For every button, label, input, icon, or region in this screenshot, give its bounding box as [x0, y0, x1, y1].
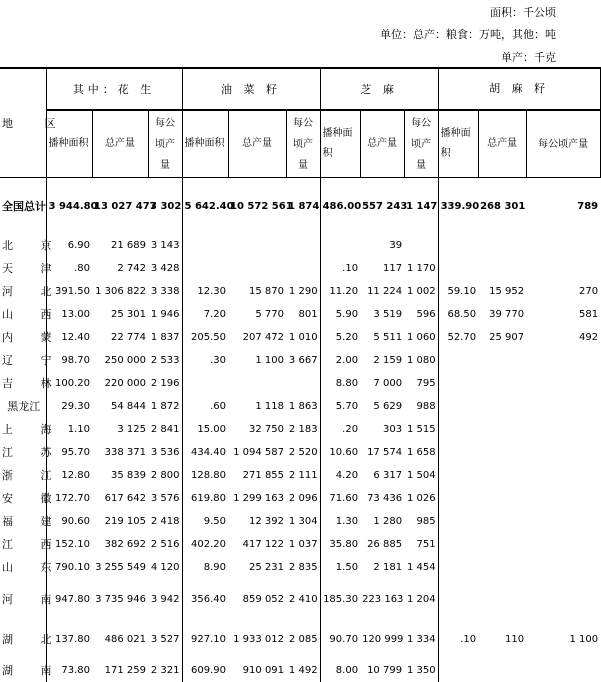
value-cell [438, 556, 478, 579]
sown-area-header: 播种面积 [182, 110, 228, 178]
value-cell: 32 750 [228, 418, 286, 441]
value-cell: 910 091 [228, 659, 286, 682]
total-output-header: 总产量 [228, 110, 286, 178]
value-cell: 1 010 [286, 326, 320, 349]
value-cell [478, 533, 526, 556]
value-cell [478, 441, 526, 464]
region-cell: 黑龙江 [0, 395, 46, 418]
value-cell [228, 234, 286, 257]
value-cell: 25 907 [478, 326, 526, 349]
value-cell: 2 183 [286, 418, 320, 441]
value-cell: 1 094 587 [228, 441, 286, 464]
region-cell: 浙 江 [0, 464, 46, 487]
table-row [0, 372, 600, 395]
total-output-header: 总产量 [478, 110, 526, 178]
value-cell: 985 [404, 510, 438, 533]
value-cell: 2 516 [148, 533, 182, 556]
value-cell [478, 349, 526, 372]
value-cell: 73 436 [360, 487, 404, 510]
value-cell: 751 [404, 533, 438, 556]
table-row [0, 441, 600, 464]
value-cell [438, 372, 478, 395]
region-cell: 北 京 [0, 234, 46, 257]
value-cell: 1.50 [320, 556, 360, 579]
value-cell [182, 257, 228, 280]
table-row [0, 326, 600, 349]
value-cell: 13.00 [46, 303, 92, 326]
value-cell [526, 659, 600, 682]
value-cell: 486.00 [320, 178, 360, 235]
value-cell: 7.20 [182, 303, 228, 326]
region-cell: 辽 宁 [0, 349, 46, 372]
value-cell: 801 [286, 303, 320, 326]
sown-area-header: 播种面积 [320, 110, 360, 178]
value-cell: 110 [478, 619, 526, 659]
yield-header: 每公顷产量 [404, 110, 438, 178]
value-cell: 4 120 [148, 556, 182, 579]
value-cell: 100.20 [46, 372, 92, 395]
group-header-peanut: 其中：花 生 [46, 68, 182, 110]
value-cell: 1 204 [404, 579, 438, 619]
value-cell: .20 [320, 418, 360, 441]
region-cell: 湖 南 [0, 659, 46, 682]
value-cell: 3 255 549 [92, 556, 148, 579]
value-cell: 271 855 [228, 464, 286, 487]
region-cell: 山 东 [0, 556, 46, 579]
value-cell: 1 454 [404, 556, 438, 579]
value-cell: 95.70 [46, 441, 92, 464]
value-cell [438, 659, 478, 682]
value-cell: 1 299 163 [228, 487, 286, 510]
table-header [0, 68, 600, 178]
value-cell: 5 642.40 [182, 178, 228, 235]
value-cell: 581 [526, 303, 600, 326]
value-cell: 35 839 [92, 464, 148, 487]
value-cell [438, 579, 478, 619]
table-body [0, 178, 600, 682]
value-cell: 3 944.80 [46, 178, 92, 235]
value-cell: 3 302 [148, 178, 182, 235]
value-cell: 171 259 [92, 659, 148, 682]
value-cell: 8.80 [320, 372, 360, 395]
value-cell [182, 234, 228, 257]
value-cell: 117 [360, 257, 404, 280]
value-cell [526, 464, 600, 487]
value-cell: 1 100 [526, 619, 600, 659]
value-cell: 6.90 [46, 234, 92, 257]
value-cell: 492 [526, 326, 600, 349]
value-cell: 3 527 [148, 619, 182, 659]
yield-header: 每公顷产量 [148, 110, 182, 178]
value-cell [438, 234, 478, 257]
region-cell: 吉 林 [0, 372, 46, 395]
value-cell: 596 [404, 303, 438, 326]
value-cell: 73.80 [46, 659, 92, 682]
value-cell [478, 372, 526, 395]
yield-header: 每公顷产量 [526, 110, 600, 178]
value-cell: .10 [320, 257, 360, 280]
value-cell: 120 999 [360, 619, 404, 659]
region-cell: 福 建 [0, 510, 46, 533]
value-cell [478, 579, 526, 619]
table-row [0, 234, 600, 257]
value-cell: 1 147 [404, 178, 438, 235]
sown-area-header: 播种面积 [46, 110, 92, 178]
value-cell: 4.20 [320, 464, 360, 487]
value-cell [526, 556, 600, 579]
value-cell: 2 159 [360, 349, 404, 372]
value-cell [526, 441, 600, 464]
region-cell: 江 西 [0, 533, 46, 556]
value-cell: 1 515 [404, 418, 438, 441]
value-cell [478, 659, 526, 682]
value-cell: 3 942 [148, 579, 182, 619]
value-cell: 609.90 [182, 659, 228, 682]
value-cell: 268 301 [478, 178, 526, 235]
value-cell: .10 [438, 619, 478, 659]
table-row [0, 533, 600, 556]
value-cell [438, 441, 478, 464]
value-cell: 2 410 [286, 579, 320, 619]
value-cell: 5 629 [360, 395, 404, 418]
value-cell: 3 519 [360, 303, 404, 326]
value-cell: 71.60 [320, 487, 360, 510]
value-cell: 486 021 [92, 619, 148, 659]
value-cell: 10.60 [320, 441, 360, 464]
value-cell: 402.20 [182, 533, 228, 556]
value-cell: 5 770 [228, 303, 286, 326]
value-cell: 39 770 [478, 303, 526, 326]
value-cell [526, 257, 600, 280]
value-cell [526, 234, 600, 257]
value-cell: 8.00 [320, 659, 360, 682]
total-output-header: 总产量 [92, 110, 148, 178]
value-cell: 15.00 [182, 418, 228, 441]
value-cell: 3 125 [92, 418, 148, 441]
value-cell: 3 536 [148, 441, 182, 464]
value-cell: 98.70 [46, 349, 92, 372]
region-cell: 安 徽 [0, 487, 46, 510]
value-cell: 1 863 [286, 395, 320, 418]
value-cell: 11 224 [360, 280, 404, 303]
value-cell: 3 735 946 [92, 579, 148, 619]
value-cell: 434.40 [182, 441, 228, 464]
value-cell: 1 306 822 [92, 280, 148, 303]
value-cell: 5.90 [320, 303, 360, 326]
table-row [0, 619, 600, 659]
value-cell: 382 692 [92, 533, 148, 556]
value-cell: 1 280 [360, 510, 404, 533]
value-cell: 1 290 [286, 280, 320, 303]
value-cell: 947.80 [46, 579, 92, 619]
total-output-header: 总产量 [360, 110, 404, 178]
value-cell [478, 257, 526, 280]
value-cell: 12 392 [228, 510, 286, 533]
value-cell: 338 371 [92, 441, 148, 464]
yield-header: 每公顷产量 [286, 110, 320, 178]
table-row [0, 418, 600, 441]
value-cell: 21 689 [92, 234, 148, 257]
value-cell: 1 334 [404, 619, 438, 659]
value-cell [228, 372, 286, 395]
value-cell: 22 774 [92, 326, 148, 349]
value-cell [478, 234, 526, 257]
value-cell: 220 000 [92, 372, 148, 395]
value-cell: 391.50 [46, 280, 92, 303]
value-cell: 1 946 [148, 303, 182, 326]
value-cell [526, 395, 600, 418]
value-cell: 2 800 [148, 464, 182, 487]
value-cell: 1 170 [404, 257, 438, 280]
value-cell: 1.10 [46, 418, 92, 441]
value-cell: 1 304 [286, 510, 320, 533]
value-cell: 1 026 [404, 487, 438, 510]
region-cell: 全国总计 [0, 178, 46, 235]
value-cell: 26 885 [360, 533, 404, 556]
value-cell: 1 060 [404, 326, 438, 349]
value-cell [478, 556, 526, 579]
value-cell: 9.50 [182, 510, 228, 533]
value-cell: 5 511 [360, 326, 404, 349]
value-cell: 10 799 [360, 659, 404, 682]
value-cell: 3 667 [286, 349, 320, 372]
value-cell [438, 349, 478, 372]
value-cell: 7 000 [360, 372, 404, 395]
value-cell: 5.20 [320, 326, 360, 349]
value-cell: 2 085 [286, 619, 320, 659]
unit-note-area: 面积：千公顷 [490, 4, 556, 20]
region-cell: 天 津 [0, 257, 46, 280]
value-cell: 1 933 012 [228, 619, 286, 659]
region-cell: 上 海 [0, 418, 46, 441]
value-cell [478, 464, 526, 487]
value-cell [526, 579, 600, 619]
value-cell: 68.50 [438, 303, 478, 326]
table-row [0, 178, 600, 235]
value-cell: 25 301 [92, 303, 148, 326]
value-cell: 12.40 [46, 326, 92, 349]
value-cell: 1 492 [286, 659, 320, 682]
value-cell: 790.10 [46, 556, 92, 579]
value-cell [438, 464, 478, 487]
value-cell: 988 [404, 395, 438, 418]
value-cell: 29.30 [46, 395, 92, 418]
value-cell: 3 428 [148, 257, 182, 280]
value-cell: 859 052 [228, 579, 286, 619]
value-cell: 2.00 [320, 349, 360, 372]
value-cell: 250 000 [92, 349, 148, 372]
value-cell: 356.40 [182, 579, 228, 619]
value-cell: 223 163 [360, 579, 404, 619]
value-cell: 13 027 477 [92, 178, 148, 235]
value-cell [438, 257, 478, 280]
value-cell: 11.20 [320, 280, 360, 303]
value-cell [182, 372, 228, 395]
unit-note-output: 单位：总产：粮食：万吨，其他：吨 [380, 26, 556, 42]
value-cell: 1.30 [320, 510, 360, 533]
value-cell: 417 122 [228, 533, 286, 556]
value-cell [286, 257, 320, 280]
value-cell: 1 874 [286, 178, 320, 235]
value-cell: 1 872 [148, 395, 182, 418]
value-cell: 1 002 [404, 280, 438, 303]
value-cell: .80 [46, 257, 92, 280]
value-cell: 270 [526, 280, 600, 303]
value-cell: 1 118 [228, 395, 286, 418]
value-cell: 25 231 [228, 556, 286, 579]
value-cell: 2 111 [286, 464, 320, 487]
group-header-flaxseed: 胡 麻 籽 [438, 68, 600, 110]
value-cell: 1 350 [404, 659, 438, 682]
value-cell: 557 243 [360, 178, 404, 235]
value-cell: 1 037 [286, 533, 320, 556]
region-column-header: 地 区 [0, 68, 46, 178]
value-cell [526, 418, 600, 441]
value-cell: 12.80 [46, 464, 92, 487]
value-cell: 39 [360, 234, 404, 257]
value-cell: 15 952 [478, 280, 526, 303]
region-cell: 河 北 [0, 280, 46, 303]
value-cell [478, 395, 526, 418]
region-cell: 河 南 [0, 579, 46, 619]
table-row [0, 487, 600, 510]
value-cell: 152.10 [46, 533, 92, 556]
value-cell: 2 742 [92, 257, 148, 280]
value-cell: 128.80 [182, 464, 228, 487]
value-cell [526, 487, 600, 510]
value-cell: 12.30 [182, 280, 228, 303]
value-cell: 205.50 [182, 326, 228, 349]
value-cell [228, 257, 286, 280]
table-row [0, 395, 600, 418]
value-cell: 2 533 [148, 349, 182, 372]
value-cell [286, 372, 320, 395]
value-cell [526, 533, 600, 556]
value-cell [478, 418, 526, 441]
value-cell [478, 510, 526, 533]
sown-area-header: 播种面积 [438, 110, 478, 178]
table-row [0, 349, 600, 372]
value-cell [526, 510, 600, 533]
region-cell: 山 西 [0, 303, 46, 326]
value-cell: 3 338 [148, 280, 182, 303]
value-cell: 2 096 [286, 487, 320, 510]
value-cell: 1 504 [404, 464, 438, 487]
value-cell: 619.80 [182, 487, 228, 510]
value-cell: .60 [182, 395, 228, 418]
region-cell: 江 苏 [0, 441, 46, 464]
table-row [0, 280, 600, 303]
value-cell: 5.70 [320, 395, 360, 418]
value-cell: 207 472 [228, 326, 286, 349]
value-cell: 339.90 [438, 178, 478, 235]
value-cell: 3 576 [148, 487, 182, 510]
value-cell: 185.30 [320, 579, 360, 619]
value-cell: 2 196 [148, 372, 182, 395]
value-cell: 52.70 [438, 326, 478, 349]
value-cell: 54 844 [92, 395, 148, 418]
value-cell: 2 520 [286, 441, 320, 464]
value-cell: 2 181 [360, 556, 404, 579]
region-cell: 湖 北 [0, 619, 46, 659]
value-cell: 1 837 [148, 326, 182, 349]
value-cell: 2 835 [286, 556, 320, 579]
value-cell: 617 642 [92, 487, 148, 510]
value-cell [286, 234, 320, 257]
value-cell: 10 572 561 [228, 178, 286, 235]
value-cell: 3 143 [148, 234, 182, 257]
table-row [0, 464, 600, 487]
value-cell: 1 658 [404, 441, 438, 464]
table-row [0, 556, 600, 579]
table-row [0, 579, 600, 619]
value-cell: 90.70 [320, 619, 360, 659]
value-cell: 2 418 [148, 510, 182, 533]
group-header-sesame: 芝 麻 [320, 68, 438, 110]
value-cell: 59.10 [438, 280, 478, 303]
value-cell [438, 510, 478, 533]
value-cell: 789 [526, 178, 600, 235]
value-cell: 303 [360, 418, 404, 441]
value-cell: 17 574 [360, 441, 404, 464]
value-cell: 2 321 [148, 659, 182, 682]
value-cell [320, 234, 360, 257]
value-cell: 6 317 [360, 464, 404, 487]
value-cell [438, 533, 478, 556]
region-cell: 内 蒙 [0, 326, 46, 349]
value-cell: 137.80 [46, 619, 92, 659]
value-cell: 15 870 [228, 280, 286, 303]
value-cell: 2 841 [148, 418, 182, 441]
unit-note-yield: 单产：千克 [501, 49, 556, 65]
value-cell [526, 372, 600, 395]
value-cell: 219 105 [92, 510, 148, 533]
value-cell: 795 [404, 372, 438, 395]
value-cell: 1 100 [228, 349, 286, 372]
value-cell: .30 [182, 349, 228, 372]
value-cell [526, 349, 600, 372]
table-row [0, 257, 600, 280]
value-cell [438, 395, 478, 418]
table-row [0, 510, 600, 533]
group-header-rapeseed: 油 菜 籽 [182, 68, 320, 110]
value-cell: 35.80 [320, 533, 360, 556]
value-cell: 927.10 [182, 619, 228, 659]
value-cell [438, 487, 478, 510]
oilseed-statistics-table [0, 67, 601, 682]
value-cell: 172.70 [46, 487, 92, 510]
table-row [0, 659, 600, 682]
value-cell [438, 418, 478, 441]
value-cell: 90.60 [46, 510, 92, 533]
value-cell [478, 487, 526, 510]
value-cell: 8.90 [182, 556, 228, 579]
table-row [0, 303, 600, 326]
value-cell [404, 234, 438, 257]
value-cell: 1 080 [404, 349, 438, 372]
